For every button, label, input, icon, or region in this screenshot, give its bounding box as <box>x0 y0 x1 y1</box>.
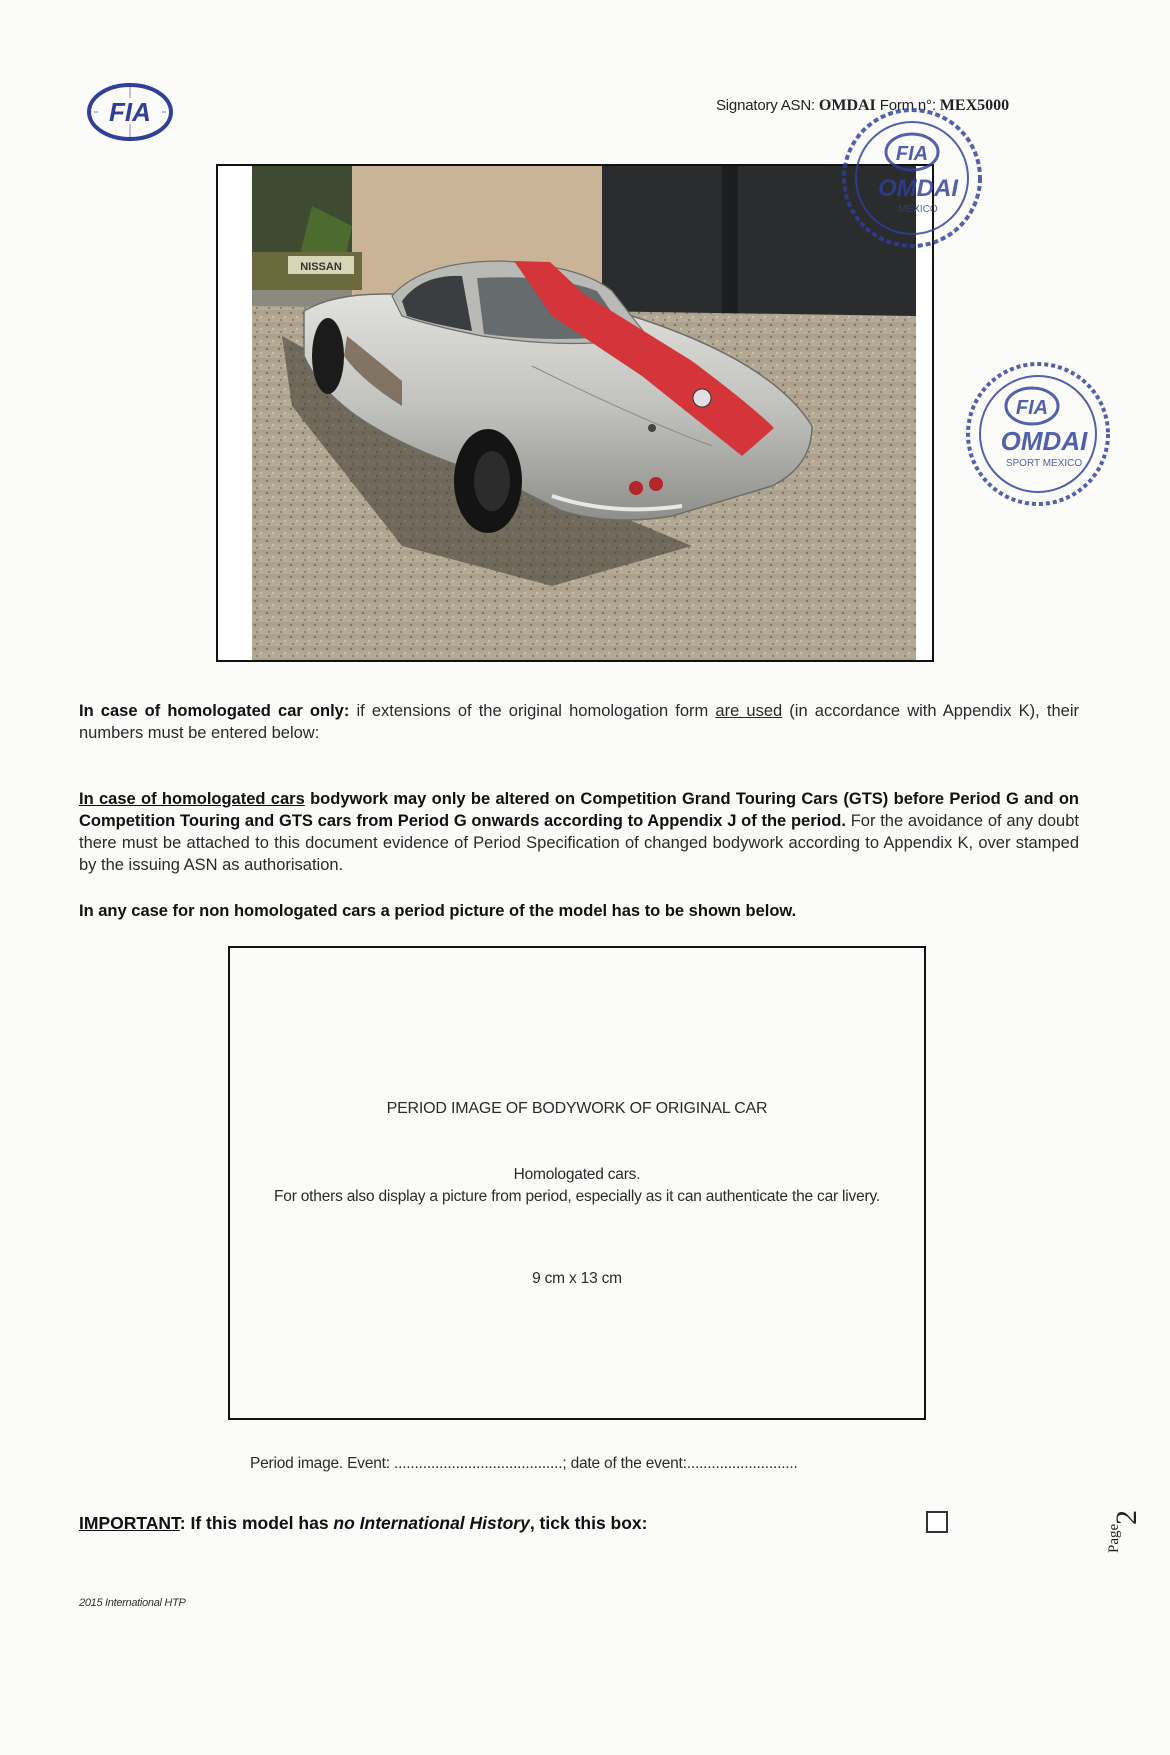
stamp-top-sub: MEXICO <box>898 204 938 215</box>
omdai-stamp-top <box>836 102 988 254</box>
p1-bold: In case of homologated car only: <box>79 702 350 720</box>
asn-value: OMDAI <box>818 97 876 114</box>
page-number-text: 2 <box>1110 1510 1143 1525</box>
period-box-title: PERIOD IMAGE OF BODYWORK OF ORIGINAL CAR <box>386 1100 768 1117</box>
form-label: Form n°: <box>875 97 940 114</box>
stamp-right-brand: FIA <box>1015 397 1049 419</box>
p2-underlined: In case of homologated cars <box>79 790 305 808</box>
period-box-line2: For others also display a picture from period, especially as it can authenticate the car livery. <box>274 1188 880 1205</box>
important-label: IMPORTANT <box>79 1513 180 1533</box>
no-international-history-checkbox[interactable] <box>926 1511 948 1533</box>
stamp-top-brand: FIA <box>895 143 929 165</box>
p2-bold: bodywork may only be altered on Competition Grand Touring Cars (GTS) before Period G and on Competition Touring and GTS cars from Period G onwards according to Appendix J of the period. <box>79 790 1079 830</box>
page-number <box>1098 1495 1144 1555</box>
truck-plate-text: NISSAN <box>300 261 342 273</box>
period-box-line1: Homologated cars. <box>513 1166 641 1183</box>
important-notice <box>79 1513 647 1534</box>
stamp-right-sub: SPORT MEXICO <box>1005 458 1083 469</box>
omdai-stamp-right <box>962 358 1114 510</box>
car-photo-frame <box>216 164 934 662</box>
car-photo <box>252 166 916 660</box>
asn-label: Signatory ASN: <box>716 97 819 114</box>
paragraph-extensions <box>79 700 1079 744</box>
fia-logo-text: FIA <box>109 97 151 127</box>
period-box-size: 9 cm x 13 cm <box>532 1270 622 1287</box>
p1-text-b: (in accordance with Appendix K), their numbers must be entered below: <box>79 702 1079 742</box>
footer-text: 2015 International HTP <box>79 1597 186 1609</box>
important-italic: no International History <box>333 1513 530 1533</box>
fia-logo <box>86 82 174 142</box>
stamp-right-text: OMDAI <box>1000 426 1088 456</box>
period-event-field[interactable]: Period image. Event: .........................................; date of the event:........................... <box>250 1455 798 1472</box>
paragraph-non-homologated: In any case for non homologated cars a period picture of the model has to be shown below. <box>79 902 797 920</box>
important-text-b: , tick this box: <box>529 1513 648 1533</box>
p2-rest: For the avoidance of any doubt there must be attached to this document evidence of Period Specification of changed bodywork according to Appendix K, over stamped by the issuing ASN as authorisation. <box>79 812 1079 874</box>
stamp-top-text: OMDAI <box>878 175 958 202</box>
paragraph-bodywork <box>79 788 1079 876</box>
period-image-box <box>228 946 926 1420</box>
p1-underlined: are used <box>715 702 783 720</box>
form-value: MEX5000 <box>939 97 1010 114</box>
page-label-text: Page <box>1106 1523 1122 1553</box>
p1-text-a: if extensions of the original homologation form <box>349 702 716 720</box>
important-text-a: : If this model has <box>179 1513 334 1533</box>
